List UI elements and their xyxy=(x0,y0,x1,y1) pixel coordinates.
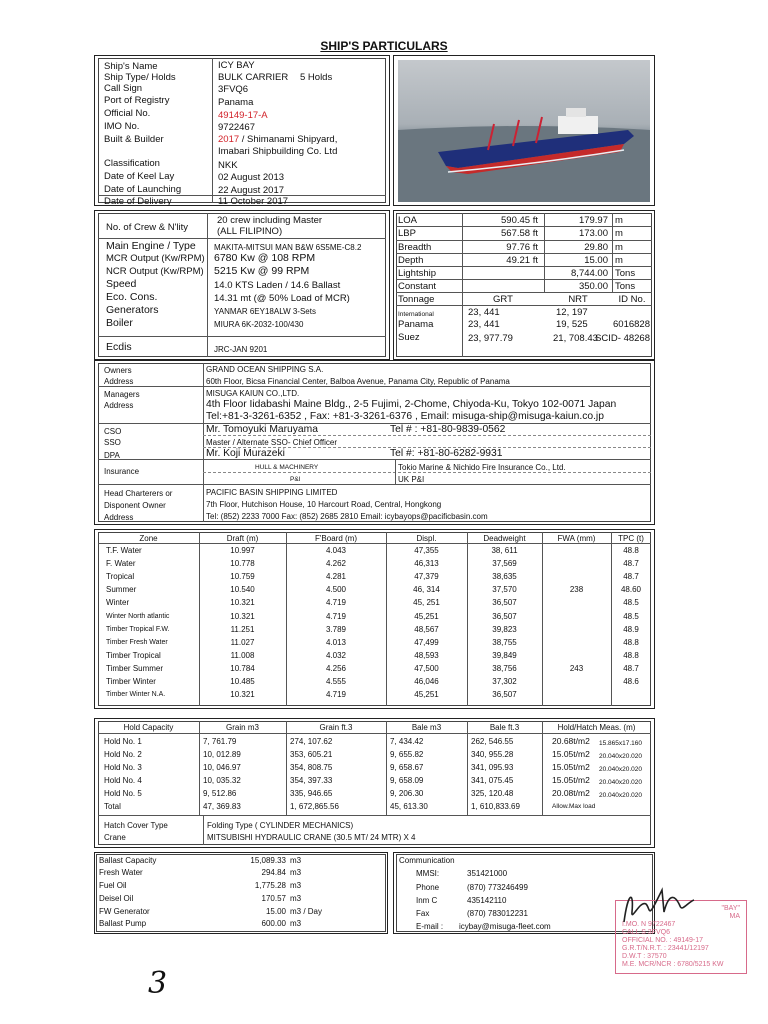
fresh-water-label: Fresh Water xyxy=(99,868,143,877)
hold-bale-m3-cell: 9, 658.67 xyxy=(390,763,424,772)
dim-depth-label: Depth xyxy=(398,255,424,266)
loadline-displ-cell: 48,593 xyxy=(414,650,439,660)
diesel-oil-value: 170.57 xyxy=(261,894,286,903)
hold-hold-cell: Hold No. 2 xyxy=(104,750,142,759)
loadline-displ-cell: 47,355 xyxy=(414,546,439,555)
speed-label: Speed xyxy=(106,278,137,290)
page-title: SHIP'S PARTICULARS xyxy=(320,39,448,53)
hold-bale-ft3-cell: 340, 955.28 xyxy=(471,750,514,759)
owners-address-value: 60th Floor, Bicsa Financial Center, Balboa Avenue, Panama City, Republic of Panama xyxy=(206,377,510,386)
loadline-zone-cell: Timber Tropical F.W. xyxy=(106,625,170,633)
hold-hatch-meas-cell: 20.040x20.020 xyxy=(599,753,643,760)
id-header: ID No. xyxy=(618,294,646,305)
managers-label: Managers xyxy=(104,390,140,399)
loadline-draft-cell: 10.759 xyxy=(230,572,255,582)
charter-label-3: Address xyxy=(104,513,134,522)
bale-ft3-header: Bale ft.3 xyxy=(489,723,520,732)
call-sign-value: 3FVQ6 xyxy=(218,84,249,95)
ecdis-label: Ecdis xyxy=(106,341,132,353)
hold-grain-ft3-cell: 353, 605.21 xyxy=(290,750,333,759)
tonnage-intl-grt: 23, 441 xyxy=(468,307,500,318)
hold-grain-ft3-cell: 274, 107.62 xyxy=(290,737,333,746)
fuel-oil-label: Fuel Oil xyxy=(99,881,127,890)
owners-label: Owners xyxy=(104,366,132,375)
hold-hold-cell: Hold No. 4 xyxy=(104,776,142,785)
dim-depth-ft: 49.21 ft xyxy=(506,255,538,266)
dim-constant-value: 350.00 xyxy=(578,281,608,292)
ballast-pump-unit: m3 xyxy=(290,919,302,928)
dim-depth-m: 15.00 xyxy=(584,255,608,266)
ship-type-value: BULK CARRIER xyxy=(218,72,289,83)
inmc-label: Inm C xyxy=(416,896,438,905)
official-no-value: 49149-17-A xyxy=(218,110,268,121)
delivery-value: 11 October 2017 xyxy=(218,196,289,207)
charter-address: 7th Floor, Hutchison House, 10 Harcourt Road, Central, Hongkong xyxy=(206,500,442,509)
classification-value: NKK xyxy=(218,160,238,171)
ship-name-label: Ship's Name xyxy=(104,61,158,72)
stamp-line: I.MO. N 9722467 xyxy=(622,921,676,928)
fuel-oil-unit: m3 xyxy=(290,881,302,890)
grain-ft3-header: Grain ft.3 xyxy=(319,723,353,732)
loadline-displ-cell: 47,500 xyxy=(414,663,439,673)
phone-value: (870) 773246499 xyxy=(467,883,528,892)
generators-label: Generators xyxy=(106,304,159,316)
hold-hold-cell: Hold No. 5 xyxy=(104,789,142,798)
hold-bale-m3-cell: 9, 658.09 xyxy=(390,776,424,785)
port-registry-value: Panama xyxy=(218,97,254,108)
communication-title: Communication xyxy=(399,856,455,865)
fax-value: (870) 783012231 xyxy=(467,909,528,918)
hold-bale-ft3-cell: 341, 095.93 xyxy=(471,763,514,772)
dim-lightship-unit: Tons xyxy=(615,268,636,279)
holds-value: 5 Holds xyxy=(300,72,333,83)
hull-label: HULL & MACHINERY xyxy=(255,464,319,471)
loadline-tpc-cell: 48.5 xyxy=(623,598,639,608)
hold-grain-ft3-cell: 335, 946.65 xyxy=(290,789,333,798)
managers-address-value: 4th Floor Iidabashi Maine Bldg., 2-5 Fujimi, 2-Chome, Chiyoda-Ku, Tokyo 102-0071 Japan xyxy=(206,399,617,410)
hold-hatch-load-cell: 20.68t/m2 xyxy=(552,736,590,746)
fresh-water-value: 294.84 xyxy=(261,868,286,877)
stamp-line: MA xyxy=(729,913,740,920)
ship-name-value: ICY BAY xyxy=(218,60,255,71)
loadline-draft-cell: 11.008 xyxy=(230,650,255,660)
fwa-header: FWA (mm) xyxy=(557,534,596,543)
loadline-fwa-cell: 243 xyxy=(569,663,584,673)
loadline-fwa-cell: 238 xyxy=(569,585,584,595)
nrt-header: NRT xyxy=(568,294,588,305)
eco-cons-value: 14.31 mt (@ 50% Load of MCR) xyxy=(214,293,350,304)
hold-grain-ft3-cell: 354, 397.33 xyxy=(290,776,333,785)
hold-grain-m3-cell: 47, 369.83 xyxy=(203,802,241,811)
tonnage-panama-id: 6016828 xyxy=(613,319,650,330)
hold-grain-m3-cell: 7, 761.79 xyxy=(203,737,237,746)
stamp-line: CALL S 3FVQ6 xyxy=(622,929,670,936)
loadline-zone-cell: Summer xyxy=(106,585,137,595)
loadline-displ-cell: 47,499 xyxy=(414,637,439,647)
tonnage-suez-nrt: 21, 708.43 xyxy=(553,333,598,344)
loadline-deadweight-cell: 39,849 xyxy=(492,650,517,660)
loadline-zone-cell: Timber Fresh Water xyxy=(106,638,168,646)
hold-capacity-header: Hold Capacity xyxy=(123,723,174,732)
main-engine-label: Main Engine / Type xyxy=(106,240,196,252)
displ-header: Displ. xyxy=(416,534,437,543)
ballast-capacity-unit: m3 xyxy=(290,856,302,865)
dim-lbp-m: 173.00 xyxy=(578,228,608,239)
loadline-zone-cell: Timber Winter xyxy=(106,677,156,686)
dim-constant-unit: Tons xyxy=(615,281,636,292)
dim-breadth-ft: 97.76 ft xyxy=(506,242,538,253)
email-value: icybay@misuga-fleet.com xyxy=(459,922,551,931)
hold-bale-ft3-cell: 325, 120.48 xyxy=(471,789,514,798)
dim-breadth-unit: m xyxy=(615,242,623,253)
cso-tel: Tel # : +81-80-9839-0562 xyxy=(390,424,506,435)
imo-no-value: 9722467 xyxy=(218,122,255,133)
speed-value: 14.0 KTS Laden / 14.6 Ballast xyxy=(214,280,341,291)
cso-label: CSO xyxy=(104,427,122,436)
loadline-displ-cell: 45, 251 xyxy=(413,598,440,608)
loadline-fboard-cell: 4.500 xyxy=(325,585,347,595)
hold-bale-m3-cell: 7, 434.42 xyxy=(390,737,424,746)
loadline-deadweight-cell: 36,507 xyxy=(492,611,517,621)
loadline-draft-cell: 10.778 xyxy=(230,559,255,569)
crew-value: 20 crew including Master xyxy=(217,215,323,226)
delivery-label: Date of Delivery xyxy=(104,196,172,207)
keel-lay-value: 02 August 2013 xyxy=(218,172,285,183)
cso-value: Mr. Tomoyuki Maruyama xyxy=(206,424,318,435)
deadweight-header: Deadweight xyxy=(483,534,526,543)
hold-bale-ft3-cell: 341, 075.45 xyxy=(471,776,514,785)
imo-no-label: IMO No. xyxy=(104,121,140,132)
loadline-fboard-cell: 3.789 xyxy=(325,624,347,634)
keel-lay-label: Date of Keel Lay xyxy=(104,171,175,182)
fw-generator-value: 15.00 xyxy=(265,907,286,916)
dim-lightship-label: Lightship xyxy=(398,268,437,279)
loadline-deadweight-cell: 37,569 xyxy=(492,559,517,569)
loadline-displ-cell: 48,567 xyxy=(414,624,439,634)
crane-label: Crane xyxy=(104,833,126,842)
mmsi-label: MMSI: xyxy=(416,869,440,878)
ballast-pump-value: 600.00 xyxy=(261,919,286,928)
launching-value: 22 August 2017 xyxy=(218,185,285,196)
launching-label: Date of Launching xyxy=(104,184,182,195)
builder-name: / Shimanami Shipyard, xyxy=(241,134,338,145)
loadline-draft-cell: 10.485 xyxy=(230,677,255,686)
hold-hatch-meas-cell: 20.040x20.020 xyxy=(599,792,643,799)
loadline-tpc-cell: 48.7 xyxy=(623,559,639,569)
dpa-value: Mr. Koji Murazeki xyxy=(206,448,285,459)
tonnage-suez-id: SCID- 48268 xyxy=(595,333,650,344)
hatch-cover-label: Hatch Cover Type xyxy=(104,821,168,830)
dim-constant-label: Constant xyxy=(398,281,437,292)
loadline-fboard-cell: 4.256 xyxy=(325,663,347,673)
loadline-fboard-cell: 4.281 xyxy=(325,572,347,582)
loadline-tpc-cell: 48.7 xyxy=(623,572,639,582)
loadline-tpc-cell: 48.9 xyxy=(623,624,639,634)
boiler-label: Boiler xyxy=(106,317,133,329)
loadline-deadweight-cell: 36,507 xyxy=(492,690,517,700)
ncr-value: 5215 Kw @ 99 RPM xyxy=(214,265,310,277)
port-registry-label: Port of Registry xyxy=(104,95,170,106)
hold-grain-ft3-cell: 354, 808.75 xyxy=(290,763,333,772)
hold-hatch-load-cell: 15.05t/m2 xyxy=(552,762,590,772)
builder-value-2: Imabari Shipbuilding Co. Ltd xyxy=(218,146,338,157)
tonnage-panama-grt: 23, 441 xyxy=(468,319,500,330)
dim-lbp-unit: m xyxy=(615,228,623,239)
dim-loa-label: LOA xyxy=(398,215,418,226)
call-sign-label: Call Sign xyxy=(104,83,143,94)
charter-label-2: Disponent Owner xyxy=(104,501,166,510)
draft-header: Draft (m) xyxy=(226,534,259,543)
fboard-header: F'Board (m) xyxy=(315,534,357,543)
ncr-label: NCR Output (Kw/RPM) xyxy=(106,266,204,277)
loadline-displ-cell: 46,313 xyxy=(414,559,439,569)
loadline-fboard-cell: 4.719 xyxy=(325,611,347,621)
hold-hatch-meas-cell: 15.865x17.160 xyxy=(599,740,643,747)
insurance-label: Insurance xyxy=(104,467,140,476)
mcr-label: MCR Output (Kw/RPM) xyxy=(106,253,205,264)
charter-contact: Tel: (852) 2233 7000 Fax: (852) 2685 2810 Email: icybayops@pacificbasin.com xyxy=(206,512,488,521)
loadline-deadweight-cell: 38,756 xyxy=(492,663,517,673)
builder-label: Built & Builder xyxy=(104,134,164,145)
tonnage-intl-label: International xyxy=(398,311,434,318)
dim-lbp-ft: 567.58 ft xyxy=(501,228,538,239)
ballast-capacity-label: Ballast Capacity xyxy=(99,856,157,865)
loadline-draft-cell: 10.540 xyxy=(230,585,255,595)
loadline-fboard-cell: 4.032 xyxy=(325,650,347,660)
fw-generator-label: FW Generator xyxy=(99,907,150,916)
managers-address-label: Address xyxy=(104,401,134,410)
owners-address-label: Address xyxy=(104,377,134,386)
loadline-displ-cell: 45,251 xyxy=(414,611,439,621)
loadline-deadweight-cell: 37,570 xyxy=(492,585,517,595)
loadline-fboard-cell: 4.013 xyxy=(325,637,347,647)
loadline-deadweight-cell: 38,635 xyxy=(492,572,517,582)
loadline-deadweight-cell: 37,302 xyxy=(492,677,517,686)
email-label: E-mail : xyxy=(416,922,444,931)
loadline-zone-cell: T.F. Water xyxy=(106,546,142,555)
loadline-zone-cell: Timber Tropical xyxy=(106,650,161,660)
tonnage-intl-nrt: 12, 197 xyxy=(556,307,588,318)
builder-value xyxy=(218,134,337,145)
hatch-meas-header: Hold/Hatch Meas. (m) xyxy=(557,723,636,732)
stamp-line: D.W.T : 37570 xyxy=(622,953,667,960)
hold-hold-cell: Hold No. 1 xyxy=(104,737,142,746)
loadline-zone-cell: Timber Winter N.A. xyxy=(106,691,166,699)
loadline-displ-cell: 47,379 xyxy=(414,572,439,582)
hold-bale-ft3-cell: 262, 546.55 xyxy=(471,737,514,746)
classification-label: Classification xyxy=(104,158,160,169)
sso-label: SSO xyxy=(104,438,121,447)
charter-label-1: Head Charterers or xyxy=(104,489,173,498)
loadline-deadweight-cell: 36,507 xyxy=(492,598,517,608)
loadline-zone-cell: Tropical xyxy=(106,572,135,582)
fw-generator-unit: m3 / Day xyxy=(290,907,323,916)
hold-grain-ft3-cell: 1, 672,865.56 xyxy=(290,802,339,811)
loadline-tpc-cell: 48.5 xyxy=(623,611,639,621)
crane-value: MITSUBISHI HYDRAULIC CRANE (30.5 MT/ 24 MTR) X 4 xyxy=(207,833,416,842)
hold-grain-m3-cell: 10, 046.97 xyxy=(203,763,241,772)
signature xyxy=(618,882,698,932)
loadline-draft-cell: 11.251 xyxy=(230,624,255,634)
loadline-draft-cell: 10.321 xyxy=(230,598,255,608)
phone-label: Phone xyxy=(416,883,440,892)
build-year: 2017 xyxy=(218,134,240,145)
mmsi-value: 351421000 xyxy=(467,869,508,878)
loadline-zone-cell: F. Water xyxy=(106,559,136,569)
hold-hold-cell: Total xyxy=(104,802,121,811)
crew-label: No. of Crew & N'lity xyxy=(106,222,189,233)
loadline-tpc-cell: 48.8 xyxy=(623,637,639,647)
dim-loa-ft: 590.45 ft xyxy=(501,215,538,226)
owners-value: GRAND OCEAN SHIPPING S.A. xyxy=(206,365,324,374)
managers-value: MISUGA KAIUN CO.,LTD. xyxy=(206,389,300,398)
ecdis-value: JRC-JAN 9201 xyxy=(214,345,268,354)
hold-grain-m3-cell: 9, 512.86 xyxy=(203,789,237,798)
loadline-draft-cell: 10.321 xyxy=(230,611,255,621)
loadline-displ-cell: 46, 314 xyxy=(413,585,440,595)
generators-value: YANMAR 6EY18ALW 3-Sets xyxy=(214,307,316,316)
ship-photo xyxy=(398,60,650,202)
tonnage-suez-grt: 23, 977.79 xyxy=(468,333,513,344)
hold-hold-cell: Hold No. 3 xyxy=(104,763,142,772)
boiler-value: MIURA 6K-2032-100/430 xyxy=(214,320,304,329)
loadline-fboard-cell: 4.262 xyxy=(325,559,347,569)
loadline-zone-cell: Winter North atlantic xyxy=(106,612,170,620)
ballast-pump-label: Ballast Pump xyxy=(99,919,147,928)
crew-nationality: (ALL FILIPINO) xyxy=(217,226,283,237)
loadline-tpc-cell: 48.7 xyxy=(623,663,639,673)
hold-hatch-meas-cell: 20.040x20.020 xyxy=(599,779,643,786)
pi-label: P&I xyxy=(290,476,301,483)
hatch-cover-value: Folding Type ( CYLINDER MECHANICS) xyxy=(207,821,354,830)
hold-hatch-load-cell: Allow.Max load xyxy=(552,803,596,810)
loadline-fboard-cell: 4.043 xyxy=(325,546,347,555)
charter-value: PACIFIC BASIN SHIPPING LIMITED xyxy=(206,488,338,497)
tonnage-panama-label: Panama xyxy=(398,319,434,330)
hold-bale-m3-cell: 9, 655.82 xyxy=(390,750,424,759)
hold-hatch-load-cell: 15.05t/m2 xyxy=(552,749,590,759)
diesel-oil-label: Deisel Oil xyxy=(99,894,134,903)
loadline-fboard-cell: 4.555 xyxy=(325,677,347,686)
ship-type-label: Ship Type/ Holds xyxy=(104,72,176,83)
dim-breadth-label: Breadth xyxy=(398,242,432,253)
loadline-zone-cell: Winter xyxy=(106,598,130,608)
loadline-tpc-cell: 48.8 xyxy=(623,546,639,555)
fresh-water-unit: m3 xyxy=(290,868,302,877)
grain-m3-header: Grain m3 xyxy=(226,723,259,732)
loadline-tpc-cell: 48.60 xyxy=(620,585,642,595)
dim-lightship-value: 8,744.00 xyxy=(571,268,608,279)
hold-bale-m3-cell: 9, 206.30 xyxy=(390,789,424,798)
fax-label: Fax xyxy=(416,909,430,918)
zone-header: Zone xyxy=(139,534,158,543)
hold-bale-ft3-cell: 1, 610,833.69 xyxy=(471,802,520,811)
loadline-draft-cell: 10.784 xyxy=(230,663,255,673)
stamp-line: M.E. MCR/NCR : 6780/5215 KW xyxy=(622,961,724,968)
hold-hatch-meas-cell: 20.040x20.020 xyxy=(599,766,643,773)
dim-depth-unit: m xyxy=(615,255,623,266)
hold-bale-m3-cell: 45, 613.30 xyxy=(390,802,428,811)
tonnage-suez-label: Suez xyxy=(398,332,420,343)
tpc-header: TPC (t) xyxy=(618,534,644,543)
stamp-line: G.R.T/N.R.T. : 23441/12197 xyxy=(622,945,709,952)
loadline-displ-cell: 46,046 xyxy=(414,677,439,686)
inmc-value: 435142110 xyxy=(467,896,507,905)
ballast-capacity-value: 15,089.33 xyxy=(250,856,286,865)
pi-value: UK P&I xyxy=(398,475,425,484)
dim-lbp-label: LBP xyxy=(398,228,416,239)
hold-hatch-load-cell: 15.05t/m2 xyxy=(552,775,590,785)
dpa-label: DPA xyxy=(104,451,120,460)
loadline-draft-cell: 11.027 xyxy=(230,637,255,647)
hold-grain-m3-cell: 10, 035.32 xyxy=(203,776,241,785)
dim-loa-unit: m xyxy=(615,215,623,226)
loadline-fboard-cell: 4.719 xyxy=(325,598,347,608)
loadline-zone-cell: Timber Summer xyxy=(106,663,164,673)
managers-contact: Tel:+81-3-3261-6352 , Fax: +81-3-3261-6376 , Email: misuga-ship@misuga-kaiun.co.jp xyxy=(206,411,604,422)
diesel-oil-unit: m3 xyxy=(290,894,302,903)
mcr-value: 6780 Kw @ 108 RPM xyxy=(214,252,316,264)
loadline-tpc-cell: 48.6 xyxy=(623,677,639,686)
bale-m3-header: Bale m3 xyxy=(411,723,442,732)
hold-hatch-load-cell: 20.08t/m2 xyxy=(552,788,590,798)
dim-loa-m: 179.97 xyxy=(578,215,608,226)
loadline-fboard-cell: 4.719 xyxy=(325,690,347,700)
eco-cons-label: Eco. Cons. xyxy=(106,291,158,303)
loadline-draft-cell: 10.997 xyxy=(230,546,255,555)
dpa-tel: Tel #: +81-80-6282-9931 xyxy=(390,448,503,459)
tonnage-header: Tonnage xyxy=(398,294,435,305)
stamp-line: OFFICIAL NO. : 49149-17 xyxy=(622,937,704,944)
loadline-displ-cell: 45,251 xyxy=(414,690,439,700)
official-no-label: Official No. xyxy=(104,108,151,119)
loadline-deadweight-cell: 38,755 xyxy=(492,637,517,647)
grt-header: GRT xyxy=(493,294,513,305)
stamp-line: "BAY" xyxy=(721,905,740,912)
hull-value: Tokio Marine & Nichido Fire Insurance Co., Ltd. xyxy=(398,463,566,472)
loadline-tpc-cell: 48.8 xyxy=(623,650,639,660)
fuel-oil-value: 1,775.28 xyxy=(254,881,286,890)
dim-breadth-m: 29.80 xyxy=(584,242,608,253)
tonnage-panama-nrt: 19, 525 xyxy=(556,319,588,330)
loadline-draft-cell: 10.321 xyxy=(230,690,255,700)
page-number: 3 xyxy=(148,966,168,1001)
loadline-deadweight-cell: 38, 611 xyxy=(491,546,518,555)
hold-grain-m3-cell: 10, 012.89 xyxy=(203,750,241,759)
main-engine-value: MAKITA-MITSUI MAN B&W 6S5ME-C8.2 xyxy=(214,243,362,252)
sso-value: Master / Alternate SSO- Chief Officer xyxy=(206,438,338,447)
loadline-deadweight-cell: 39,823 xyxy=(492,624,517,634)
